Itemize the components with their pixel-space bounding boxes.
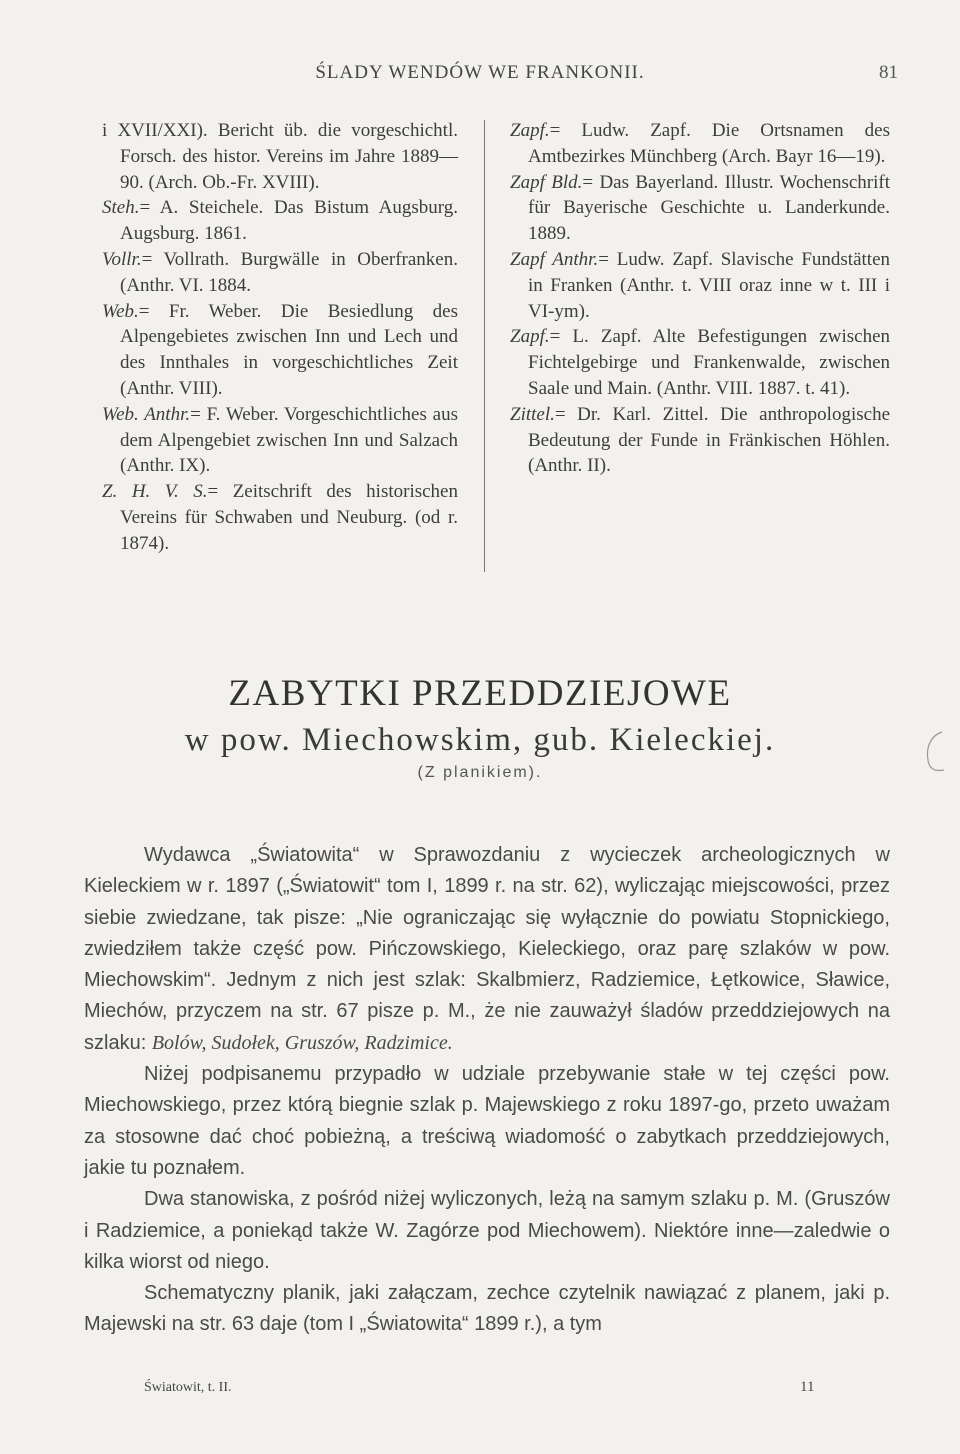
bib-entry: [102, 118, 458, 195]
bib-entry: [510, 118, 890, 170]
bib-abbr: Web.: [102, 300, 139, 322]
bib-abbr: Vollr.: [102, 248, 142, 270]
bib-entry-text: = Fr. Weber. Die Besiedlung des Alpengebietes zwischen Inn und Lech und des Innthales in vorgeschichtliches Zeit (Anthr. VIII).: [120, 300, 458, 399]
bib-entry-text: = Ludw. Zapf. Slavische Fundstätten in Franken (Anthr. t. VIII oraz inne w t. III i VI-ym).: [528, 248, 890, 322]
paragraph: [84, 1184, 890, 1278]
bib-abbr: Steh.: [102, 197, 140, 219]
paragraph: [84, 1278, 890, 1341]
bib-entry: [102, 299, 458, 402]
bib-entry-text: = L. Zapf. Alte Befestigungen zwischen Fichtelgebirge und Frankenwalde, zwischen Saale und Main. (Anthr. VIII. 1887. t. 41).: [528, 326, 890, 399]
bibliography-right-column: [510, 118, 890, 479]
bib-entry-text: = Das Bayerland. Illustr. Wochenschrift für Bayerische Geschichte u. Landerkunde. 1889.: [528, 171, 890, 245]
bib-entry: [102, 402, 458, 479]
article-subtitle: w pow. Miechowskim, gub. Kieleckiej.: [184, 722, 776, 758]
bib-entry: [510, 402, 890, 479]
bib-abbr: Zapf.: [510, 326, 550, 348]
bib-entry-text: = Dr. Karl. Zittel. Die anthropologische Bedeutung der Funde in Fränkischen Höhlen. (Anthr. II).: [528, 403, 890, 477]
article-byline: (Z planikiem).: [417, 764, 543, 781]
bib-abbr: Zapf.: [510, 120, 550, 141]
paragraph: [84, 1059, 890, 1184]
bib-entry: [510, 247, 890, 324]
bib-entry-text: = Zeitschrift des historischen Vereins für Schwaben und Neuburg. (od r. 1874).: [120, 481, 458, 554]
column-divider: [484, 120, 485, 572]
bib-entry-text: = Vollrath. Burgwälle in Oberfranken. (Anthr. VI. 1884.: [120, 248, 458, 296]
bib-abbr: Zapf Anthr.: [510, 248, 599, 270]
bib-abbr: Zapf Bld.: [510, 171, 583, 193]
bib-entry: [102, 247, 458, 299]
place-names-italic: Bolów, Sudołek, Gruszów, Radzimice.: [151, 1031, 453, 1054]
paragraph-text: Niżej podpisanemu przypadło w udziale przebywanie stałe w tej części pow. Miechowskiego, przez którą biegnie szlak p. Majewskiego z roku 1897-go, przeto uważam za stosowne dać choć pobieżną, a treściwą wiadomość o zabytkach przeddziejowych, jakie tu poznałem.: [84, 1063, 890, 1179]
footer-sheet-number: 11: [800, 1379, 815, 1395]
bib-entry-text: = Ludw. Zapf. Die Ortsnamen des Amtbezirkes Münchberg (Arch. Bayr 16—19).: [528, 120, 890, 167]
running-title: ŚLADY WENDÓW WE FRANKONII.: [315, 62, 645, 83]
bib-entry: [510, 324, 890, 401]
paragraph-text: Dwa stanowiska, z pośród niżej wyliczonych, leżą na samym szlaku p. M. (Gruszów i Radziemice, a poniekąd także W. Zagórze pod Miechowem). Niektóre inne—zaledwie o kilka wiorst od niego.: [84, 1188, 890, 1273]
bib-entry-text: = F. Weber. Vorgeschichtliches aus dem Alpengebiet zwischen Inn und Salzach (Anthr. IX).: [120, 403, 458, 477]
bib-abbr: Web. Anthr.: [102, 403, 191, 425]
paragraph-text: Schematyczny planik, jaki załączam, zechce czytelnik nawiązać z planem, jaki p. Majewski na str. 63 daje (tom I „Światowita“ 1899 r.), a tym: [84, 1282, 890, 1336]
bib-abbr: Z. H. V. S.: [102, 481, 208, 503]
article-body: [84, 840, 890, 1341]
bib-entry: [510, 170, 890, 247]
paragraph-text: Wydawca „Światowita“ w Sprawozdaniu z wycieczek archeologicznych w Kieleckiem w r. 1897 („Światowit“ tom I, 1899 r. na str. 62), wyliczając miejscowości, przez siebie zwiedzane, tak pisze: „Nie ograniczając się wyłącznie do powiatu Stopnickiego, zwiedziłem także część pow. Pińczowskiego, Kieleckiego, oraz parę szlaków w pow. Miechowskim“. Jednym z nich jest szlak: Skalbmierz, Radziemice, Łętkowice, Sławice, Miechów, przyczem na str. 67 pisze p. M., że nie zauważył śladów przeddziejowych na szlaku:: [84, 844, 890, 1054]
bib-entry: [102, 195, 458, 247]
bib-entry-text: = A. Steichele. Das Bistum Augsburg. Augsburg. 1861.: [120, 197, 458, 245]
article-title: ZABYTKI PRZEDDZIEJOWE: [228, 673, 732, 714]
paragraph: [84, 840, 890, 1059]
bib-entry: [102, 479, 458, 556]
footer-signature: Światowit, t. II.: [144, 1380, 232, 1395]
bib-entry-text: i XVII/XXI). Bericht üb. die vorgeschichtl. Forsch. des histor. Vereins im Jahre 1889—90. (Arch. Ob.-Fr. XVIII).: [102, 120, 458, 193]
bibliography-left-column: [102, 118, 458, 557]
page-number: 81: [879, 62, 898, 83]
handwritten-margin-mark: [920, 728, 948, 776]
bib-abbr: Zittel.: [510, 403, 555, 425]
